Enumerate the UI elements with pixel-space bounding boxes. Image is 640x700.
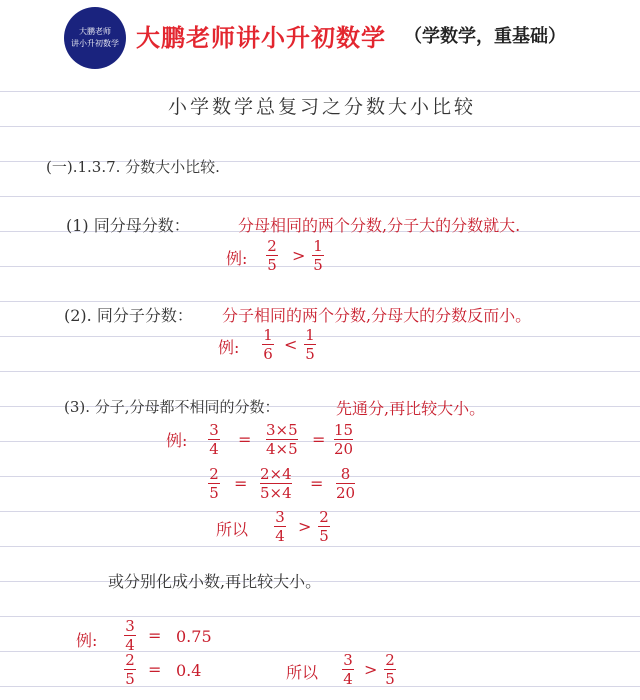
ex1-fraction-b xyxy=(312,238,324,273)
rule3-label: (3). 分子,分母都不相同的分数： xyxy=(64,398,280,416)
ex4-conclusion-fraction-a xyxy=(342,652,354,687)
denominator: 5 xyxy=(125,670,135,688)
denominator: 5 xyxy=(319,527,329,545)
numerator: 3×5 xyxy=(266,421,298,439)
alt-method-text: 或分别化成小数,再比较大小。 xyxy=(108,572,322,591)
ex4-r1-fraction xyxy=(124,618,136,653)
header-banner xyxy=(0,0,640,70)
denominator: 20 xyxy=(336,484,356,502)
numerator: 3 xyxy=(209,421,219,439)
denominator: 4 xyxy=(343,670,353,688)
brand-title: 大鹏老师讲小升初数学 xyxy=(136,24,386,52)
numerator: 1 xyxy=(263,326,273,344)
denominator: 4×5 xyxy=(266,440,298,458)
denominator: 5 xyxy=(209,484,219,502)
brand-tagline: （学数学，重基础） xyxy=(404,26,566,47)
rule1-text: 分母相同的两个分数,分子大的分数就大. xyxy=(238,216,521,235)
denominator: 5 xyxy=(313,256,323,274)
numerator: 2 xyxy=(209,465,219,483)
ex2-prefix: 例: xyxy=(218,338,240,357)
denominator: 5 xyxy=(267,256,277,274)
ex4-r2-fraction xyxy=(124,652,136,687)
ex3-r2-eq2: = xyxy=(310,474,324,493)
denominator: 5 xyxy=(305,345,315,363)
ex4-conclusion-label: 所以 xyxy=(286,663,319,682)
ex4-r2-value: 0.4 xyxy=(176,661,202,680)
ex3-r1-fraction-c xyxy=(334,422,353,457)
denominator: 4 xyxy=(209,440,219,458)
ex3-r2-eq1: = xyxy=(234,474,248,493)
ex4-prefix: 例: xyxy=(76,631,98,650)
ex4-r1-value: 0.75 xyxy=(176,627,212,646)
ex3-r1-eq1: = xyxy=(238,430,252,449)
logo xyxy=(64,7,126,69)
denominator: 5×4 xyxy=(260,484,292,502)
ex1-operator: > xyxy=(292,246,306,265)
rule1-label: (1) 同分母分数： xyxy=(66,216,190,235)
denominator: 6 xyxy=(263,345,273,363)
numerator: 1 xyxy=(305,326,315,344)
logo-line-1: 大鹏老师 xyxy=(79,27,111,36)
numerator: 1 xyxy=(313,237,323,255)
ex2-fraction-a xyxy=(262,327,274,362)
denominator: 4 xyxy=(125,636,135,654)
denominator: 4 xyxy=(275,527,285,545)
ex1-prefix: 例: xyxy=(226,249,248,268)
ex4-conclusion-fraction-b xyxy=(384,652,396,687)
numerator: 2 xyxy=(125,651,135,669)
ex3-r2-fraction-a xyxy=(208,466,220,501)
ex3-r1-fraction-b xyxy=(266,422,298,457)
numerator: 2 xyxy=(267,237,277,255)
ex3-conclusion-label: 所以 xyxy=(216,520,249,539)
ex4-r2-eq: = xyxy=(148,660,162,679)
ex3-prefix: 例: xyxy=(166,431,188,450)
ex1-fraction-a xyxy=(266,238,278,273)
numerator: 2 xyxy=(319,508,329,526)
ex3-conclusion-fraction-b xyxy=(318,509,330,544)
numerator: 2 xyxy=(385,651,395,669)
numerator: 3 xyxy=(343,651,353,669)
numerator: 2×4 xyxy=(260,465,292,483)
ex3-r1-fraction-a xyxy=(208,422,220,457)
ex3-conclusion-operator: > xyxy=(298,517,312,536)
doc-title: 小学数学总复习之分数大小比较 xyxy=(168,96,477,118)
numerator: 15 xyxy=(334,421,354,439)
rule2-label: (2). 同分子分数： xyxy=(64,306,193,325)
rule3-text: 先通分,再比较大小。 xyxy=(336,399,486,418)
ex2-operator: < xyxy=(284,335,298,354)
logo-line-2: 讲小升初数学 xyxy=(71,39,119,48)
ex3-r2-fraction-b xyxy=(260,466,292,501)
numerator: 3 xyxy=(275,508,285,526)
denominator: 20 xyxy=(334,440,354,458)
ex3-conclusion-fraction-a xyxy=(274,509,286,544)
rule2-text: 分子相同的两个分数,分母大的分数反而小。 xyxy=(222,306,532,325)
ex4-r1-eq: = xyxy=(148,626,162,645)
numerator: 3 xyxy=(125,617,135,635)
numerator: 8 xyxy=(340,465,351,483)
section-heading: (一).1.3.7. 分数大小比较. xyxy=(46,158,220,176)
denominator: 5 xyxy=(385,670,395,688)
ex3-r1-eq2: = xyxy=(312,430,326,449)
ex2-fraction-b xyxy=(304,327,316,362)
ex3-r2-fraction-c xyxy=(336,466,355,501)
notebook-page xyxy=(0,70,640,700)
ex4-conclusion-operator: > xyxy=(364,660,378,679)
